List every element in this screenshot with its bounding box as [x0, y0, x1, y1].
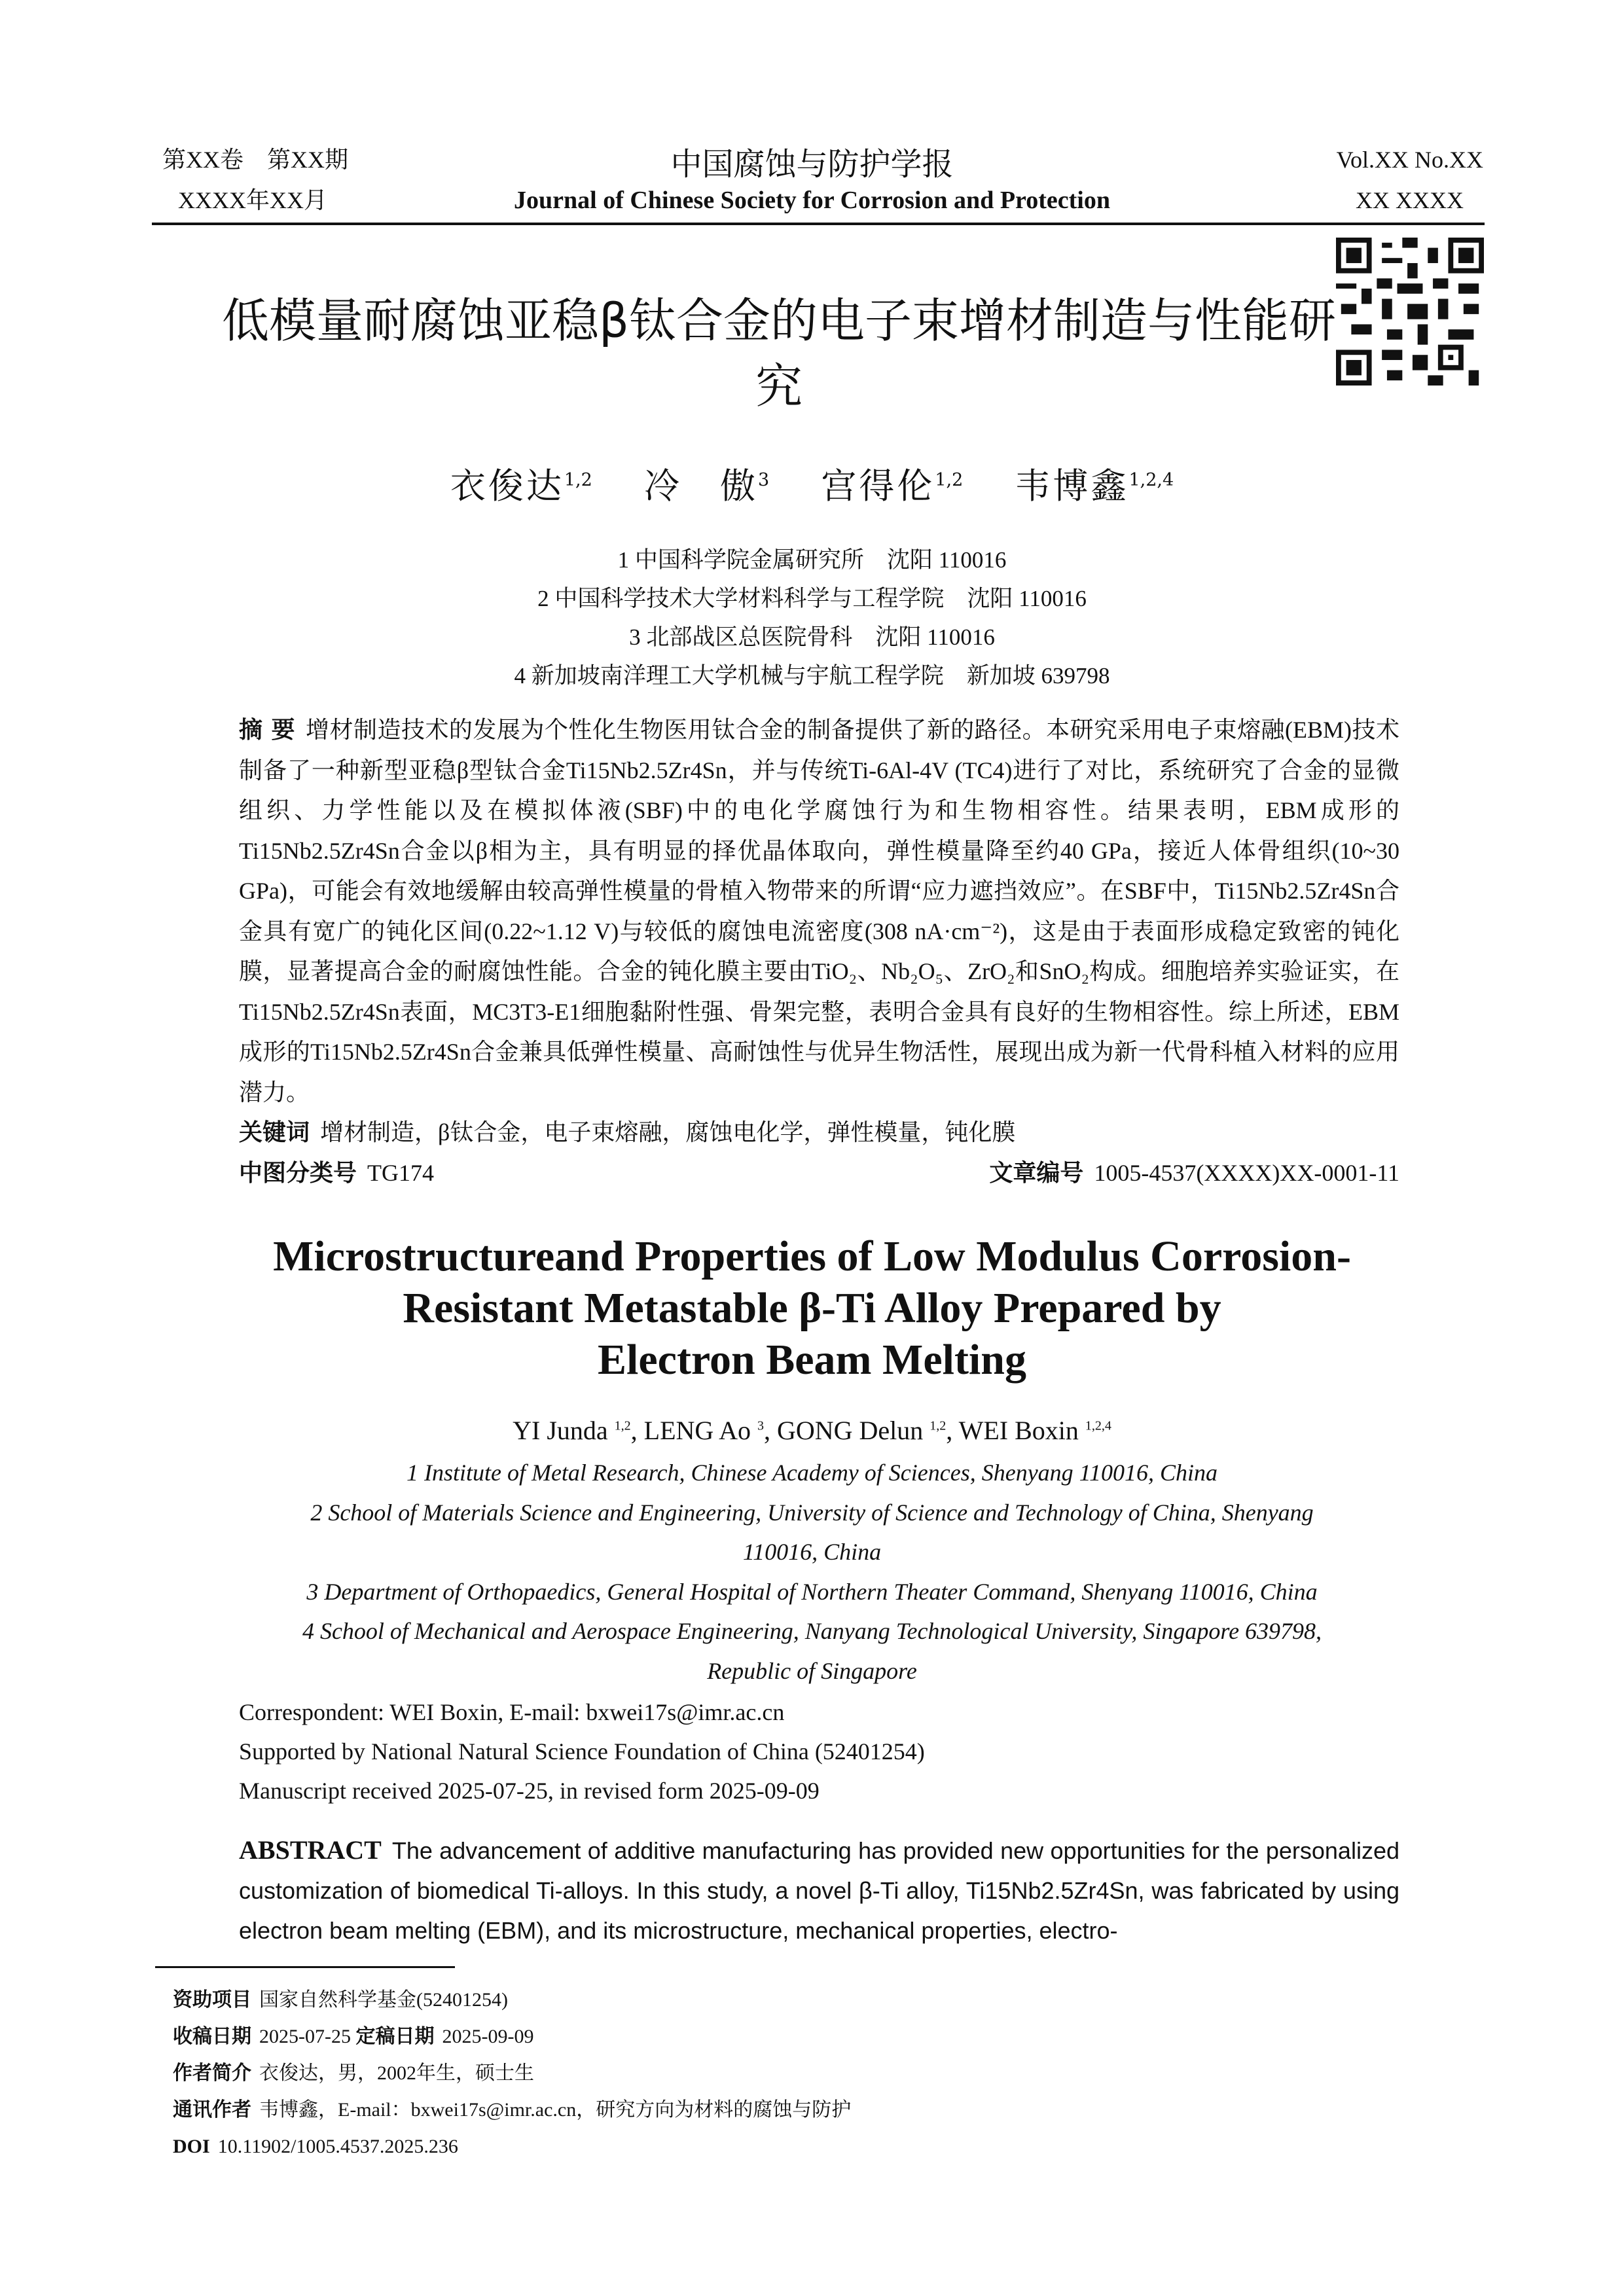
abstract-text: 增材制造技术的发展为个性化生物医用钛合金的制备提供了新的路径。本研究采用电子束熔融(EBM)技术制备了一种新型亚稳β型钛合金Ti15Nb2.5Zr4Sn，并与传统Ti-6Al-4V (TC4)进行了对比，系统研究了合金的显微组织、力学性能以及在模拟体液(SBF)中的电化学腐蚀行为和生物相容性。结果表明，EBM成形的Ti15Nb2.5Zr4Sn合金以β相为主，具有明显的择优晶体取向，弹性模量降至约40 GPa，接近人体骨组织(10~30 GPa)，可能会有效地缓解由较高弹性模量的骨植入物带来的所谓“应力遮挡效应”。在SBF中，Ti15Nb2.5Zr4Sn合金具有宽广的钝化区间(0.22~1.12 V)与较低的腐蚀电流密度(308 nA·cm⁻²)，这是由于表面形成稳定致密的钝化膜，显著提高合金的耐腐蚀性能。合金的钝化膜主要由TiO₂、Nb₂O₅、ZrO₂和SnO₂构成。细胞培养实验证实，在Ti15Nb2.5Zr4Sn表面，MC3T3-E1细胞黏附性强、骨架完整，表明合金具有良好的生物相容性。综上所述，EBM成形的Ti15Nb2.5Zr4Sn合金兼具低弹性模量、高耐蚀性与优异生物活性，展现出成为新一代骨科植入材料的应用潜力。: [239, 717, 1399, 1105]
keywords-text: 增材制造，β钛合金，电子束熔融，腐蚀电化学，弹性模量，钝化膜: [320, 1119, 1016, 1145]
abstract-label-en: ABSTRACT: [239, 1835, 382, 1865]
affiliation: 2 中国科学技术大学材料科学与工程学院 沈阳 110016: [537, 586, 1087, 611]
journal-title-en: Journal of Chinese Society for Corrosion and Protection: [514, 187, 1110, 214]
abstract-en: [239, 1830, 1399, 1950]
affiliation: 3 Department of Orthopaedics, General Hospital of Northern Theater Command, Shenyang 110016, China: [306, 1578, 1318, 1605]
author: 韦博鑫$^{1,2,4}$: [1015, 465, 1174, 507]
abstract-cn: [239, 710, 1399, 1193]
author: WEI Boxin $^{1,2,4}$: [958, 1416, 1111, 1445]
funding: Supported by National Natural Science Foundation of China (52401254): [239, 1738, 925, 1765]
affiliations-cn: [0, 541, 1624, 695]
author: 冷 傲$^3$: [643, 465, 770, 507]
volume-issue: 第XX卷 第XX期: [162, 147, 348, 173]
affiliations-en: [262, 1453, 1362, 1691]
article-metadata-en: [239, 1693, 925, 1810]
journal-title-cn: 中国腐蚀与防护学报: [670, 146, 954, 183]
affiliation: 4 新加坡南洋理工大学机械与宇航工程学院 新加坡 639798: [514, 663, 1110, 689]
affiliation: 3 北部战区总医院骨科 沈阳 110016: [629, 624, 995, 650]
footnote-funding: 资助项目 国家自然科学基金(52401254): [173, 1988, 508, 2011]
abstract-text-en: The advancement of additive manufacturing has provided new opportunities for the personalized customization of biomedical Ti-alloys. In this study, a novel β-Ti alloy, Ti15Nb2.5Zr4Sn, was fabricated by using electron beam melting (EBM), and its microstructure, mechanical properties, electro-: [239, 1837, 1399, 1944]
author: YI Junda $^{1,2}$,: [513, 1416, 644, 1445]
footnote-author-bio: 作者简介 衣俊达，男，2002年生，硕士生: [173, 2062, 534, 2085]
qr-code-icon: [1336, 237, 1484, 386]
footnote-rule: [155, 1966, 455, 1968]
header-rule: [152, 223, 1485, 225]
author: GONG Delun $^{1,2}$,: [776, 1416, 959, 1445]
keywords-label: 关键词: [239, 1119, 310, 1146]
affiliation: 4 School of Mechanical and Aerospace Engineering, Nanyang Technological University, Singapore 639798, Republic of Singapore: [302, 1618, 1322, 1684]
author: 衣俊达$^{1,2}$: [450, 465, 592, 507]
author: LENG Ao $^3$,: [643, 1416, 777, 1445]
footnote-correspondent: 通讯作者 韦博鑫，E-mail：bxwei17s@imr.ac.cn，研究方向为材料的腐蚀与防护: [173, 2098, 852, 2121]
author: 宫得伦$^{1,2}$: [821, 465, 964, 507]
abstract-label: 摘 要: [239, 717, 295, 744]
footnote-dates: 收稿日期 2025-07-25 定稿日期 2025-09-09: [173, 2025, 534, 2048]
issue-date: XXXX年XX月: [178, 187, 327, 213]
affiliation: 2 School of Materials Science and Engineering, University of Science and Technology of China, Shenyang 110016, China: [310, 1499, 1314, 1565]
volume-number: Vol.XX No.XX: [1336, 147, 1483, 173]
affiliation: 1 Institute of Metal Research, Chinese Academy of Sciences, Shenyang 110016, China: [406, 1460, 1218, 1486]
article-title-en: Microstructureand Properties of Low Modulus Corrosion- Resistant Metastable β-Ti Alloy Prepared by Electron Beam Melting: [273, 1232, 1351, 1384]
author-list-en: [0, 1415, 1624, 1446]
classification: 中图分类号 TG174: [239, 1159, 435, 1187]
correspondent: Correspondent: WEI Boxin, E-mail: bxwei17s@imr.ac.cn: [239, 1699, 785, 1725]
article-title-cn: 低模量耐腐蚀亚稳β钛合金的电子束增材制造与性能研究: [222, 293, 1336, 414]
article-number: 文章编号 1005-4537(XXXX)XX-0001-11: [989, 1159, 1399, 1187]
footnotes: [173, 1982, 851, 2165]
manuscript-dates: Manuscript received 2025-07-25, in revised form 2025-09-09: [239, 1778, 820, 1804]
author-list-cn: [0, 458, 1624, 509]
footnote-doi: DOI 10.11902/1005.4537.2025.236: [173, 2136, 458, 2157]
affiliation: 1 中国科学院金属研究所 沈阳 110016: [617, 547, 1007, 573]
issue-date-en: XX XXXX: [1356, 187, 1464, 213]
